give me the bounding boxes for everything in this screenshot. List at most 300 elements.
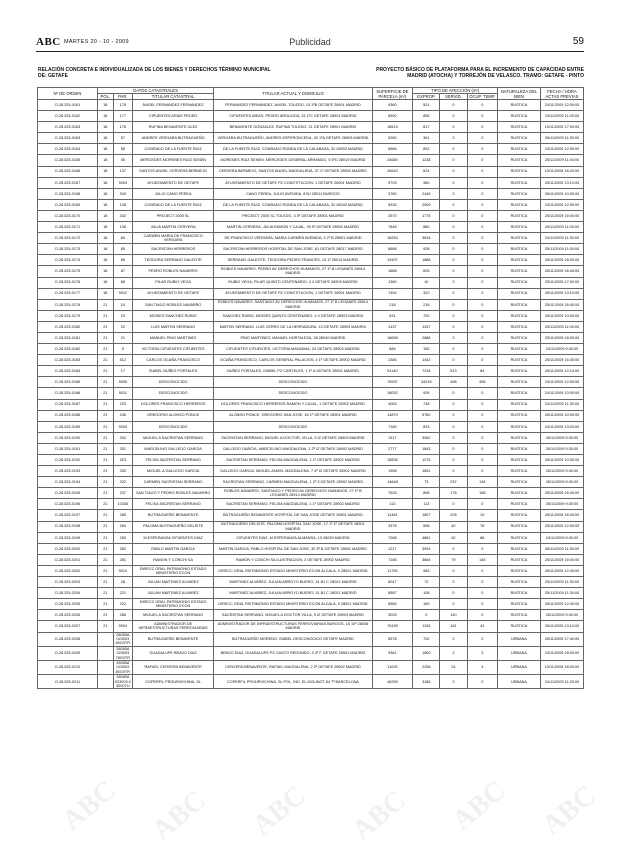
table-row <box>38 554 584 565</box>
table-cell: 322 <box>113 477 132 488</box>
table-cell: MARCELINO GALLEGO GARCIA <box>132 443 213 454</box>
table-cell: 1688 <box>372 266 413 277</box>
table-cell: O-28.325-0188 <box>38 410 98 421</box>
table-cell: DE LA FUENTE RUIZ, CONRADO RONDA DE LA CALABASA, 32 28040 MADRID <box>214 199 372 210</box>
table-cell: 18 <box>97 255 113 266</box>
table-row <box>38 588 584 599</box>
table-cell: O-28.325-0161 <box>38 100 98 111</box>
table-cell: RUSTICA <box>498 621 541 632</box>
table-cell: COPERFIL PROURVICHINA, SL <box>132 675 213 689</box>
table-cell: 0 <box>467 310 498 321</box>
table-cell: 0 <box>440 277 467 288</box>
table-cell: RUSTICA <box>498 344 541 355</box>
table-cell: 25/11/2009 11:30:00 <box>540 588 583 599</box>
page-header <box>36 36 584 52</box>
table-row <box>38 122 584 133</box>
table-cell: DIRECC GRAL PATRIMONIO ESTADO MINISTERIO ECON <box>132 599 213 610</box>
table-cell: 320 <box>413 288 440 299</box>
table-cell: 25/11/2009 11:00:00 <box>540 244 583 255</box>
table-cell: CANO PEREA, JULIO AVENIDA, 8 BJ 28011 BURGOS <box>214 188 372 199</box>
table-cell: 18052 <box>372 388 413 399</box>
table-cell: 26/11/2009 12:40:00 <box>540 565 583 576</box>
table-cell: 624 <box>413 166 440 177</box>
table-cell: 17 <box>113 366 132 377</box>
table-cell: 161 <box>440 621 467 632</box>
table-cell: SACRISTAN HERREROS <box>132 244 213 255</box>
table-cell: 0 <box>440 675 467 689</box>
table-row <box>38 188 584 199</box>
table-cell: 0 <box>440 499 467 510</box>
table-cell: 3062 <box>413 432 440 443</box>
table-cell: MARTIN CERVERA, JULIA RAMON Y CAJAL, 39 5º GETAFE 28902 MADRID <box>214 222 372 233</box>
table-cell: DIRECC GRAL PATRIMONIO ESTADO MINISTERIO ECON ALCALA, 9 28001 MADRID <box>214 599 372 610</box>
table-cell: ROBLES NAVARRO, PEDRO AV DERECHOS HUMANOS, 27 1º B LEGANÉS 28914 MADRID <box>214 266 372 277</box>
table-cell: 78 <box>467 521 498 532</box>
table-cell: 0 <box>467 288 498 299</box>
table-cell: 26/11/2009 9:30:00 <box>540 466 583 477</box>
table-cell: 24 <box>440 660 467 674</box>
table-cell: DOLORES FRANCISCO HERREROS <box>132 399 213 410</box>
watermark-logo: ABC <box>446 774 512 837</box>
table-cell: 136 <box>113 222 132 233</box>
table-cell: 21 <box>97 588 113 599</box>
col-exprop: EXPROP. <box>413 94 440 100</box>
table-cell: CIFUENTES DIAZ, M ESPERANZA ALMANSA, 10 28039 MADRID <box>214 532 372 543</box>
table-row <box>38 660 584 674</box>
table-cell: 7528 <box>372 488 413 499</box>
table-row <box>38 344 584 355</box>
table-cell: 7185 <box>372 554 413 565</box>
table-cell: 4861 <box>413 532 440 543</box>
table-cell: 8585 <box>372 599 413 610</box>
table-cell: CIPUENTES ARIAS PEDRO <box>132 111 213 122</box>
table-cell: O-28.325-0179 <box>38 310 98 321</box>
table-cell: RUSTICA <box>498 288 541 299</box>
table-cell: 25/11/2009 16:00:00 <box>540 332 583 343</box>
table-cell: RUSTICA <box>498 166 541 177</box>
table-cell: 0 <box>467 188 498 199</box>
table-cell: RUSTICA <box>498 388 541 399</box>
table-cell: 0 <box>440 455 467 466</box>
table-cell: RAMON Y CONCHI SA <box>132 554 213 565</box>
table-cell: 25/11/2009 11:00:00 <box>540 321 583 332</box>
table-row <box>38 488 584 499</box>
table-cell: 283 <box>113 532 132 543</box>
table-cell: 3664 <box>413 554 440 565</box>
table-cell: 0 <box>467 244 498 255</box>
table-cell: 14879 <box>372 410 413 421</box>
table-cell: 0 <box>440 355 467 366</box>
table-row <box>38 646 584 660</box>
table-row <box>38 255 584 266</box>
table-cell: 496 <box>440 377 467 388</box>
table-cell: 21 <box>97 621 113 632</box>
table-cell: O-28.325-0165 <box>38 155 98 166</box>
table-cell: 18 <box>97 122 113 133</box>
table-cell: 145 <box>467 554 498 565</box>
table-cell: 140 <box>440 610 467 621</box>
table-cell: 1238 <box>413 155 440 166</box>
table-cell: 24/11/2009 13:20:00 <box>540 421 583 432</box>
table-cell: RUSTICA <box>498 499 541 510</box>
table-cell: O-28.325-0207 <box>38 621 98 632</box>
table-cell: 0 <box>467 543 498 554</box>
table-cell: 1217 <box>372 543 413 554</box>
table-cell: 323 <box>113 455 132 466</box>
table-cell: 26/11/2009 9:30:00 <box>540 610 583 621</box>
table-cell: CARLOS OCAÑA FRANCISCO <box>132 355 213 366</box>
table-cell: 11753 <box>372 565 413 576</box>
table-cell: 24/11/2009 12:00:00 <box>540 199 583 210</box>
table-cell: RAFAEL CERVERA BENAVENTE <box>132 660 213 674</box>
table-cell: RUSTICA <box>498 321 541 332</box>
table-cell: 0 <box>440 222 467 233</box>
table-cell: 21 <box>97 466 113 477</box>
table-cell: O-28.325-0162 <box>38 111 98 122</box>
table-cell: 21 <box>97 521 113 532</box>
table-cell: O-28.325-0177 <box>38 288 98 299</box>
table-cell: RUSTICA <box>498 188 541 199</box>
table-row <box>38 177 584 188</box>
table-cell: 0 <box>467 599 498 610</box>
table-cell: DESCONOCIDO <box>214 377 372 388</box>
table-cell: ANDRES VERGARA BUTRAGUEÑO <box>132 133 213 144</box>
table-cell: RUSTICA <box>498 332 541 343</box>
table-row <box>38 355 584 366</box>
table-cell: 57 <box>113 133 132 144</box>
table-row <box>38 377 584 388</box>
table-cell: MANUEL PINO MARTINEZ <box>132 332 213 343</box>
table-cell: 0 <box>467 632 498 646</box>
table-cell: RUSTICA <box>498 222 541 233</box>
table-cell: O-28.325-0206 <box>38 610 98 621</box>
table-cell: 0 <box>467 410 498 421</box>
table-cell: 24/11/2009 12:00:00 <box>540 377 583 388</box>
table-cell: 158 <box>467 488 498 499</box>
table-row <box>38 532 584 543</box>
table-cell: 24/11/2009 11:30:00 <box>540 233 583 244</box>
table-cell: O-28.325-0189 <box>38 421 98 432</box>
table-cell: 7848 <box>372 222 413 233</box>
table-cell: PEDRO ROBLES NAVARRO <box>132 266 213 277</box>
table-cell: 2570 <box>372 210 413 221</box>
section-title: Publicidad <box>289 37 331 47</box>
table-cell: 18 <box>97 210 113 221</box>
table-cell: 18 <box>97 188 113 199</box>
table-cell: RUSTICA <box>498 377 541 388</box>
table-cell: 5586 <box>372 144 413 155</box>
table-cell: FERNANDEZ FERNANDEZ, ANGEL TOLEDO, 13 1ºB GETAFE 28901 MADRID <box>214 100 372 111</box>
table-cell: 0 <box>440 177 467 188</box>
table-cell: 26/11/2009 9:30:00 <box>540 499 583 510</box>
table-cell <box>97 675 113 689</box>
table-cell: RUSTICA <box>498 144 541 155</box>
table-cell <box>97 646 113 660</box>
table-cell: 0 <box>467 443 498 454</box>
table-cell: ROBLES NAVARRO, SANTIAGO AV DERECHOS HUMANOS, 27 1º B LEGANÉS 28914 MADRID <box>214 299 372 310</box>
table-cell: O-28.325-0193 <box>38 466 98 477</box>
table-cell: 3818 <box>413 233 440 244</box>
table-cell: O-28.325-0187 <box>38 399 98 410</box>
table-cell: BENAVENTE GONZALEZ, RUFINA TOLEDO, 21 GETAFE 28901 MADRID <box>214 122 372 133</box>
table-cell: 18 <box>97 244 113 255</box>
table-cell: 25/11/2009 12:10:00 <box>540 366 583 377</box>
table-cell: 0 <box>440 133 467 144</box>
col-datos-catastrales: DATOS CATASTRALES <box>97 88 213 94</box>
table-cell: 86 <box>113 255 132 266</box>
table-cell: 884 <box>372 344 413 355</box>
table-cell: 21 <box>97 321 113 332</box>
table-cell: 21 <box>97 488 113 499</box>
table-cell: 21 <box>97 499 113 510</box>
table-cell: 25/11/2009 16:30:00 <box>540 355 583 366</box>
table-cell: DESCONOCIDO <box>214 421 372 432</box>
table-cell: 26/11/2009 16:00:00 <box>540 255 583 266</box>
table-cell: VICTORIA CIFUENTES CIFUENTES <box>132 344 213 355</box>
table-cell: 0 <box>440 166 467 177</box>
table-cell: 983 <box>413 565 440 576</box>
table-cell: 19/11/2009 17:00:00 <box>540 122 583 133</box>
table-cell: 25/11/2009 12:00:00 <box>540 521 583 532</box>
table-cell: 21 <box>97 421 113 432</box>
table-cell: 222 <box>113 599 132 610</box>
table-cell: 155 <box>413 344 440 355</box>
table-cell: MARTINEZ ALVAREZ, JULIAN ARROYO BUERO, 31 BJ C 28021 MADRID <box>214 588 372 599</box>
table-row <box>38 388 584 399</box>
table-cell: RUSTICA <box>498 610 541 621</box>
table-cell: 0 <box>467 332 498 343</box>
table-cell: 58 <box>113 144 132 155</box>
table-cell: 9003 <box>113 421 132 432</box>
table-cell: CERVERA BENAVENTE, RAFAEL MAGDALENA, 2 2º GETAFE 28902 MADRID <box>214 660 372 674</box>
table-cell: 9005 <box>113 377 132 388</box>
table-cell: 0 <box>467 210 498 221</box>
table-cell: 18 <box>97 233 113 244</box>
table-cell: CARMEN MARIA DE FRANCISCO VERGARA <box>132 233 213 244</box>
table-cell: 18658 <box>372 332 413 343</box>
table-row <box>38 610 584 621</box>
table-row <box>38 210 584 221</box>
table-cell: 10336 <box>113 499 132 510</box>
table-cell: 1380 <box>372 277 413 288</box>
table-cell: 26/11/2009 10:30:00 <box>540 455 583 466</box>
table-cell: 0 <box>440 399 467 410</box>
table-cell: GREGORIO ALONSO PONCE <box>132 410 213 421</box>
table-row <box>38 332 584 343</box>
table-cell: 0 <box>467 321 498 332</box>
table-cell: O-28.325-0172 <box>38 233 98 244</box>
table-cell: 18 <box>97 177 113 188</box>
table-cell: 46259 <box>372 675 413 689</box>
table-cell: CIPUENTES ARIAS, PEDRO ARGUIJOA, 31 1ºC GETAFE 28901 MADRID <box>214 111 372 122</box>
table-cell: RUSTICA <box>498 122 541 133</box>
table-cell: 24/11/2009 12:00:00 <box>540 144 583 155</box>
table-cell: O-28.325-0173 <box>38 244 98 255</box>
table-cell: 0 <box>440 344 467 355</box>
table-cell: O-28.325-0169 <box>38 199 98 210</box>
table-row <box>38 222 584 233</box>
table-cell: SACRISTAN SERRANO, FELISA MAGDALENA, 1 1º GETAFE 28902 MADRID <box>214 499 372 510</box>
table-cell: 0 <box>467 388 498 399</box>
table-cell: 24/11/2009 9:30:00 <box>540 344 583 355</box>
table-cell: 9793 <box>372 177 413 188</box>
table-cell: 513 <box>440 366 467 377</box>
table-cell: 0 <box>467 277 498 288</box>
table-cell: RUSTICA <box>498 532 541 543</box>
table-cell: 0 <box>440 210 467 221</box>
table-cell: 0 <box>467 588 498 599</box>
table-cell: RUSTICA <box>498 510 541 521</box>
table-row <box>38 310 584 321</box>
table-cell: AYUNTAMIENTO DE GETAFE PZ CONSTITUCION, 1 GETAFE 28901 MADRID <box>214 288 372 299</box>
table-cell: 26/11/2009 13:10:00 <box>540 288 583 299</box>
table-cell: 702 <box>413 632 440 646</box>
table-row <box>38 144 584 155</box>
table-cell: 1888 <box>413 255 440 266</box>
table-body <box>38 100 584 689</box>
table-cell: MIGUEL A GALLEGO GARCIA <box>132 466 213 477</box>
table-cell: BUTRAGUEÑO BENAVENTE <box>132 510 213 521</box>
table-cell: 0 <box>440 432 467 443</box>
table-cell: O-28.325-0166 <box>38 166 98 177</box>
table-cell: 342 <box>113 210 132 221</box>
table-cell: 0 <box>467 111 498 122</box>
table-cell: 1442 <box>413 355 440 366</box>
table-row <box>38 155 584 166</box>
table-cell: 24/11/2009 12:00:00 <box>540 100 583 111</box>
table-cell: 7180 <box>372 421 413 432</box>
table-cell: O-28.325-0211 <box>38 675 98 689</box>
table-cell: 28065A 023003 4 3000TU <box>114 675 131 688</box>
table-cell: 332 <box>113 432 132 443</box>
table-cell: 0 <box>440 588 467 599</box>
table-cell: 25/11/2009 16:40:00 <box>540 488 583 499</box>
table-cell: 25/11/2009 11:00:00 <box>540 222 583 233</box>
table-cell: O-28.325-0185 <box>38 377 98 388</box>
table-cell: 0 <box>467 133 498 144</box>
table-cell: RUSTICA <box>498 443 541 454</box>
table-cell: 21 <box>97 577 113 588</box>
table-cell: RUSTICA <box>498 466 541 477</box>
table-cell: 11461 <box>372 510 413 521</box>
table-cell: RUSTICA <box>498 244 541 255</box>
table-cell: 833 <box>413 421 440 432</box>
table-cell: 3760 <box>372 188 413 199</box>
table-cell: 605 <box>413 266 440 277</box>
table-cell: JULIA MARTIN CERVERA <box>132 222 213 233</box>
table-cell: 0 <box>440 410 467 421</box>
table-cell: 2509 <box>413 199 440 210</box>
table-cell: 18 <box>97 166 113 177</box>
table-cell: 26/11/2009 9:30:00 <box>540 443 583 454</box>
table-cell: 18 <box>97 266 113 277</box>
table-cell: 880 <box>413 222 440 233</box>
table-cell: 0 <box>440 188 467 199</box>
table-cell: CERVERA BERMEJO, SANTOS ANGEL MAGDALENA, 37 1º GETAFE 28902 MADRID <box>214 166 372 177</box>
table-cell: 21 <box>97 355 113 366</box>
table-cell: GALLEGO GARCIA, MARCELINO MAGDALENA, 1 2º IZ GETAFE 28902 MADRID <box>214 443 372 454</box>
table-cell: 21 <box>97 388 113 399</box>
table-cell: 72 <box>413 577 440 588</box>
table-cell: CARMEN SACRISTAN SERRANO <box>132 477 213 488</box>
table-cell: 51140 <box>372 366 413 377</box>
table-cell: 55 <box>113 155 132 166</box>
table-cell: 205 <box>440 510 467 521</box>
table-cell: JULIAN MARTINEZ ALVAREZ <box>132 588 213 599</box>
table-cell: 14648 <box>372 477 413 488</box>
table-cell: SERRANO GALEOTE, TEODORA PEDRO FRANCÉS, 14 1º 28014 MADRID <box>214 255 372 266</box>
table-cell: 21 <box>97 477 113 488</box>
table-cell: DE FRANCISCO VERGARA, MARIA CARMEN AVENIDA, 3 2º B 28901 MADRID <box>214 233 372 244</box>
watermark-logo: ABC <box>246 779 312 842</box>
table-cell: 7288 <box>372 532 413 543</box>
table-cell: O-28.325-0175 <box>38 266 98 277</box>
table-cell: 1275 <box>413 455 440 466</box>
table-cell: 26/11/2009 10:00:00 <box>540 410 583 421</box>
table-cell: 25/11/2009 13:10:00 <box>540 177 583 188</box>
table-cell: 18519 <box>372 122 413 133</box>
table-cell: 218 <box>413 299 440 310</box>
table-cell: 856 <box>413 111 440 122</box>
table-cell: 284 <box>113 521 132 532</box>
table-cell: TEODORA SERRANO GALEOTE <box>132 255 213 266</box>
table-cell: 0 <box>467 421 498 432</box>
table-cell: 8587 <box>372 588 413 599</box>
table-cell: 0 <box>467 565 498 576</box>
table-cell: 892 <box>413 144 440 155</box>
table-cell: O-28.325-0202 <box>38 565 98 576</box>
table-cell: RUFINA BENAVENTE GLEZ <box>132 122 213 133</box>
table-cell: 24 <box>113 299 132 310</box>
table-cell: 0 <box>440 288 467 299</box>
issue-date: MARTES 20 - 10 - 2009 <box>64 39 129 45</box>
table-cell: JULIO CANO PEREA <box>132 188 213 199</box>
table-cell: 21 <box>97 332 113 343</box>
table-cell: 18 <box>97 277 113 288</box>
table-cell: O-28.325-0209 <box>38 646 98 660</box>
table-cell: 18 <box>97 288 113 299</box>
table-row <box>38 499 584 510</box>
table-cell: DESCONOCIDO <box>214 388 372 399</box>
table-cell: 0 <box>440 332 467 343</box>
table-cell: O-28.325-0171 <box>38 222 98 233</box>
table-cell: 0 <box>467 577 498 588</box>
table-cell: O-28.325-0190 <box>38 432 98 443</box>
table-cell: DE LA FUENTE RUIZ, CONRADO RONDA DE LA CALABASA, 32 28903 MADRID <box>214 144 372 155</box>
table-cell: 0 <box>440 310 467 321</box>
table-cell: BUTRAGUEÑO MORENO, ISABEL DESCONOCIDO GETAFE MADRID <box>214 632 372 646</box>
table-cell: RUSTICA <box>498 177 541 188</box>
page-number: 59 <box>572 36 584 47</box>
table-cell: 73 <box>413 477 440 488</box>
table-cell: 19/11/2009 11:00:00 <box>540 111 583 122</box>
table-cell: O-28.325-0163 <box>38 133 98 144</box>
table-cell: 113 <box>413 499 440 510</box>
table-cell: 34215 <box>413 377 440 388</box>
table-cell: O-28.325-0191 <box>38 443 98 454</box>
table-row <box>38 111 584 122</box>
table-cell: 25/11/2009 16:40:00 <box>540 299 583 310</box>
table-cell: O-28.325-0176 <box>38 277 98 288</box>
table-cell: COPERFIL PROURVICHINA, SL POL. IND. EL MOLINOT 84 7º BARCELONA <box>214 675 372 689</box>
table-cell: SANCHEZ RUBIO, MOISES QUINTO CENTENARIO, 4 4 GETAFE 28903 MADRID <box>214 310 372 321</box>
table-row <box>38 521 584 532</box>
table-cell: 21 <box>97 610 113 621</box>
table-cell: CONRADO DE LA FUENTE RUIZ <box>132 199 213 210</box>
table-cell: RUSTICA <box>498 277 541 288</box>
table-cell: 1437 <box>413 321 440 332</box>
table-cell: 21 <box>97 532 113 543</box>
